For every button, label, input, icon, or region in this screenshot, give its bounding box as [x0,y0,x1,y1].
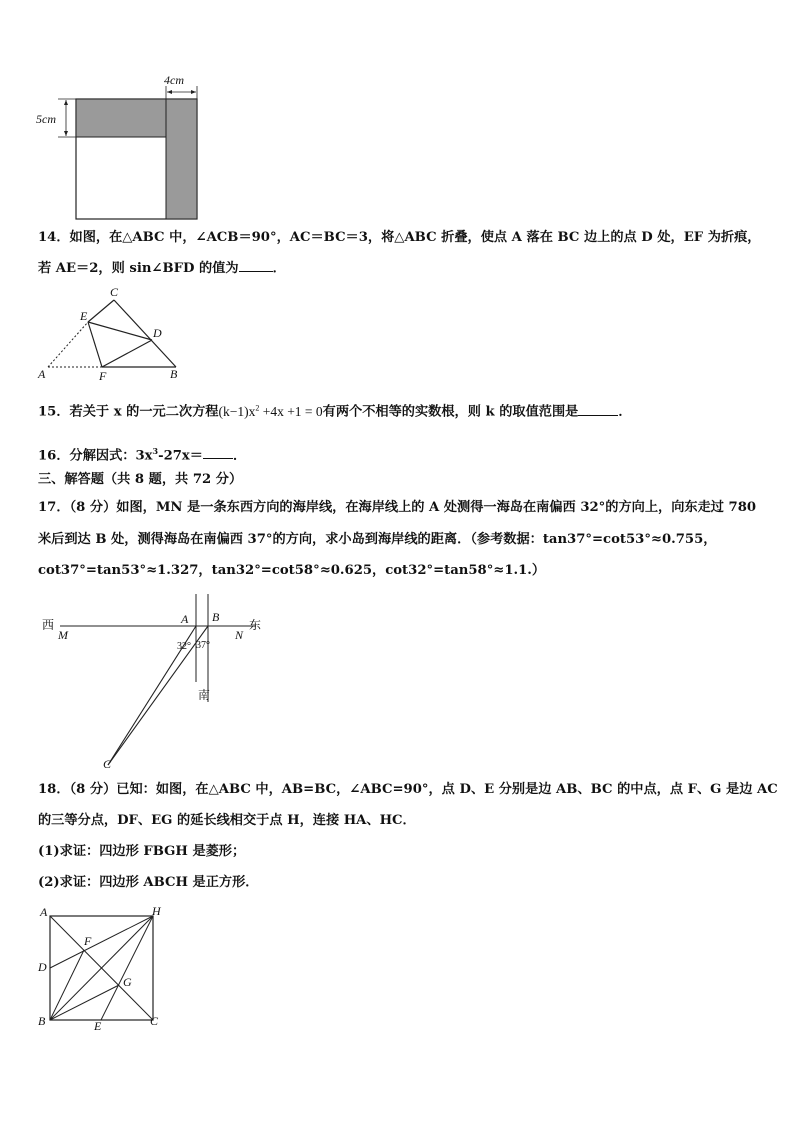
q18-label-A: A [40,905,48,919]
q18-line1: 18．（8 分）已知：如图，在△ABC 中，AB=BC，∠ABC=90°，点 D、E 分别是边 AB、BC 的中点，点 F、G 是边 AC [38,782,778,797]
q17-label-N: N [235,628,244,642]
q18-label-E: E [94,1019,102,1033]
q15-end: ． [618,404,632,420]
q18-line2: 的三等分点，DF、EG 的延长线相交于点 H，连接 HA、HC． [38,813,416,828]
q14-line1: 14．如图，在△ABC 中，∠ACB＝90°，AC＝BC＝3，将△ABC 折叠，使点 A 落在 BC 边上的点 D 处，EF 为折痕， [38,230,761,245]
q16-end: ． [232,448,247,464]
q17-label-east: 东 [249,618,262,632]
shaded-horizontal-strip [76,99,166,137]
q17-label-south: 南 [198,688,211,702]
q18-label-G: G [123,975,132,989]
q17-label-B: B [212,610,220,624]
q16-mid: -27x＝ [158,448,203,464]
q16-exp: 3 [152,446,159,456]
q17-line1: 17．（8 分）如图，MN 是一条东西方向的海岸线，在海岸线上的 A 处测得一海岛在南偏西 32°的方向上，向东走过 780 [38,500,757,515]
q15-formula-exp: 2 [255,403,260,412]
q15-answer-blank[interactable] [578,403,618,416]
q14-line2-text: 若 AE＝2，则 sin∠BFD 的值为 [38,261,239,276]
q17-label-A: A [181,612,189,626]
section3-heading: 三、解答题（共 8 题，共 72 分） [38,472,243,487]
label-4cm: 4cm [164,73,184,87]
q15-prefix: 15．若关于 x 的一元二次方程 [38,404,219,420]
q17-label-angle32: 32° [177,641,191,652]
q18-label-F: F [84,934,92,948]
q18-label-H: H [152,904,161,918]
q15-suffix: 有两个不相等的实数根，则 k 的取值范围是 [322,404,579,420]
q16-prefix: 16．分解因式：3x [38,448,153,464]
q17-label-angle37: 37° [196,640,210,651]
q14-answer-blank[interactable] [239,259,273,272]
q14-label-E: E [80,309,88,323]
q14-label-A: A [38,367,46,381]
q18-part2: (2)求证：四边形 ABCH 是正方形． [38,875,259,890]
figure-q13 [30,72,220,224]
q14-label-F: F [99,369,107,383]
figure-q18-square [36,904,166,1034]
q14-label-C: C [110,285,119,299]
q18-part1: (1)求证：四边形 FBGH 是菱形； [38,844,246,859]
figure-q17-coast [36,590,276,775]
shaded-vertical-strip [166,99,197,219]
q17-line3: cot37°=tan53°≈1.327，tan32°=cot58°≈0.625，cot32°=tan58°≈1.1.） [38,563,546,578]
q18-label-B: B [38,1014,46,1028]
q16 [38,441,762,466]
q14-label-D: D [153,326,162,340]
q15 [38,398,762,423]
q14-label-B: B [170,367,178,381]
label-5cm: 5cm [36,112,56,126]
q15-formula [218,404,322,419]
q17-label-west: 西 [42,618,55,632]
q18-label-C: C [150,1014,159,1028]
q14-line2 [38,259,762,279]
q17-label-M: M [58,628,68,642]
q17-label-C: C [103,757,112,771]
q17-line2: 米后到达 B 处，测得海岛在南偏西 37°的方向，求小岛到海岸线的距离．（参考数据：tan37°=cot53°≈0.755， [38,532,717,547]
q16-answer-blank[interactable] [203,446,233,459]
q15-formula-a: (k−1)x [218,403,256,419]
q18-label-D: D [38,960,47,974]
q14-end: ． [272,261,286,276]
q15-formula-b: +4x +1 = 0 [259,403,323,419]
